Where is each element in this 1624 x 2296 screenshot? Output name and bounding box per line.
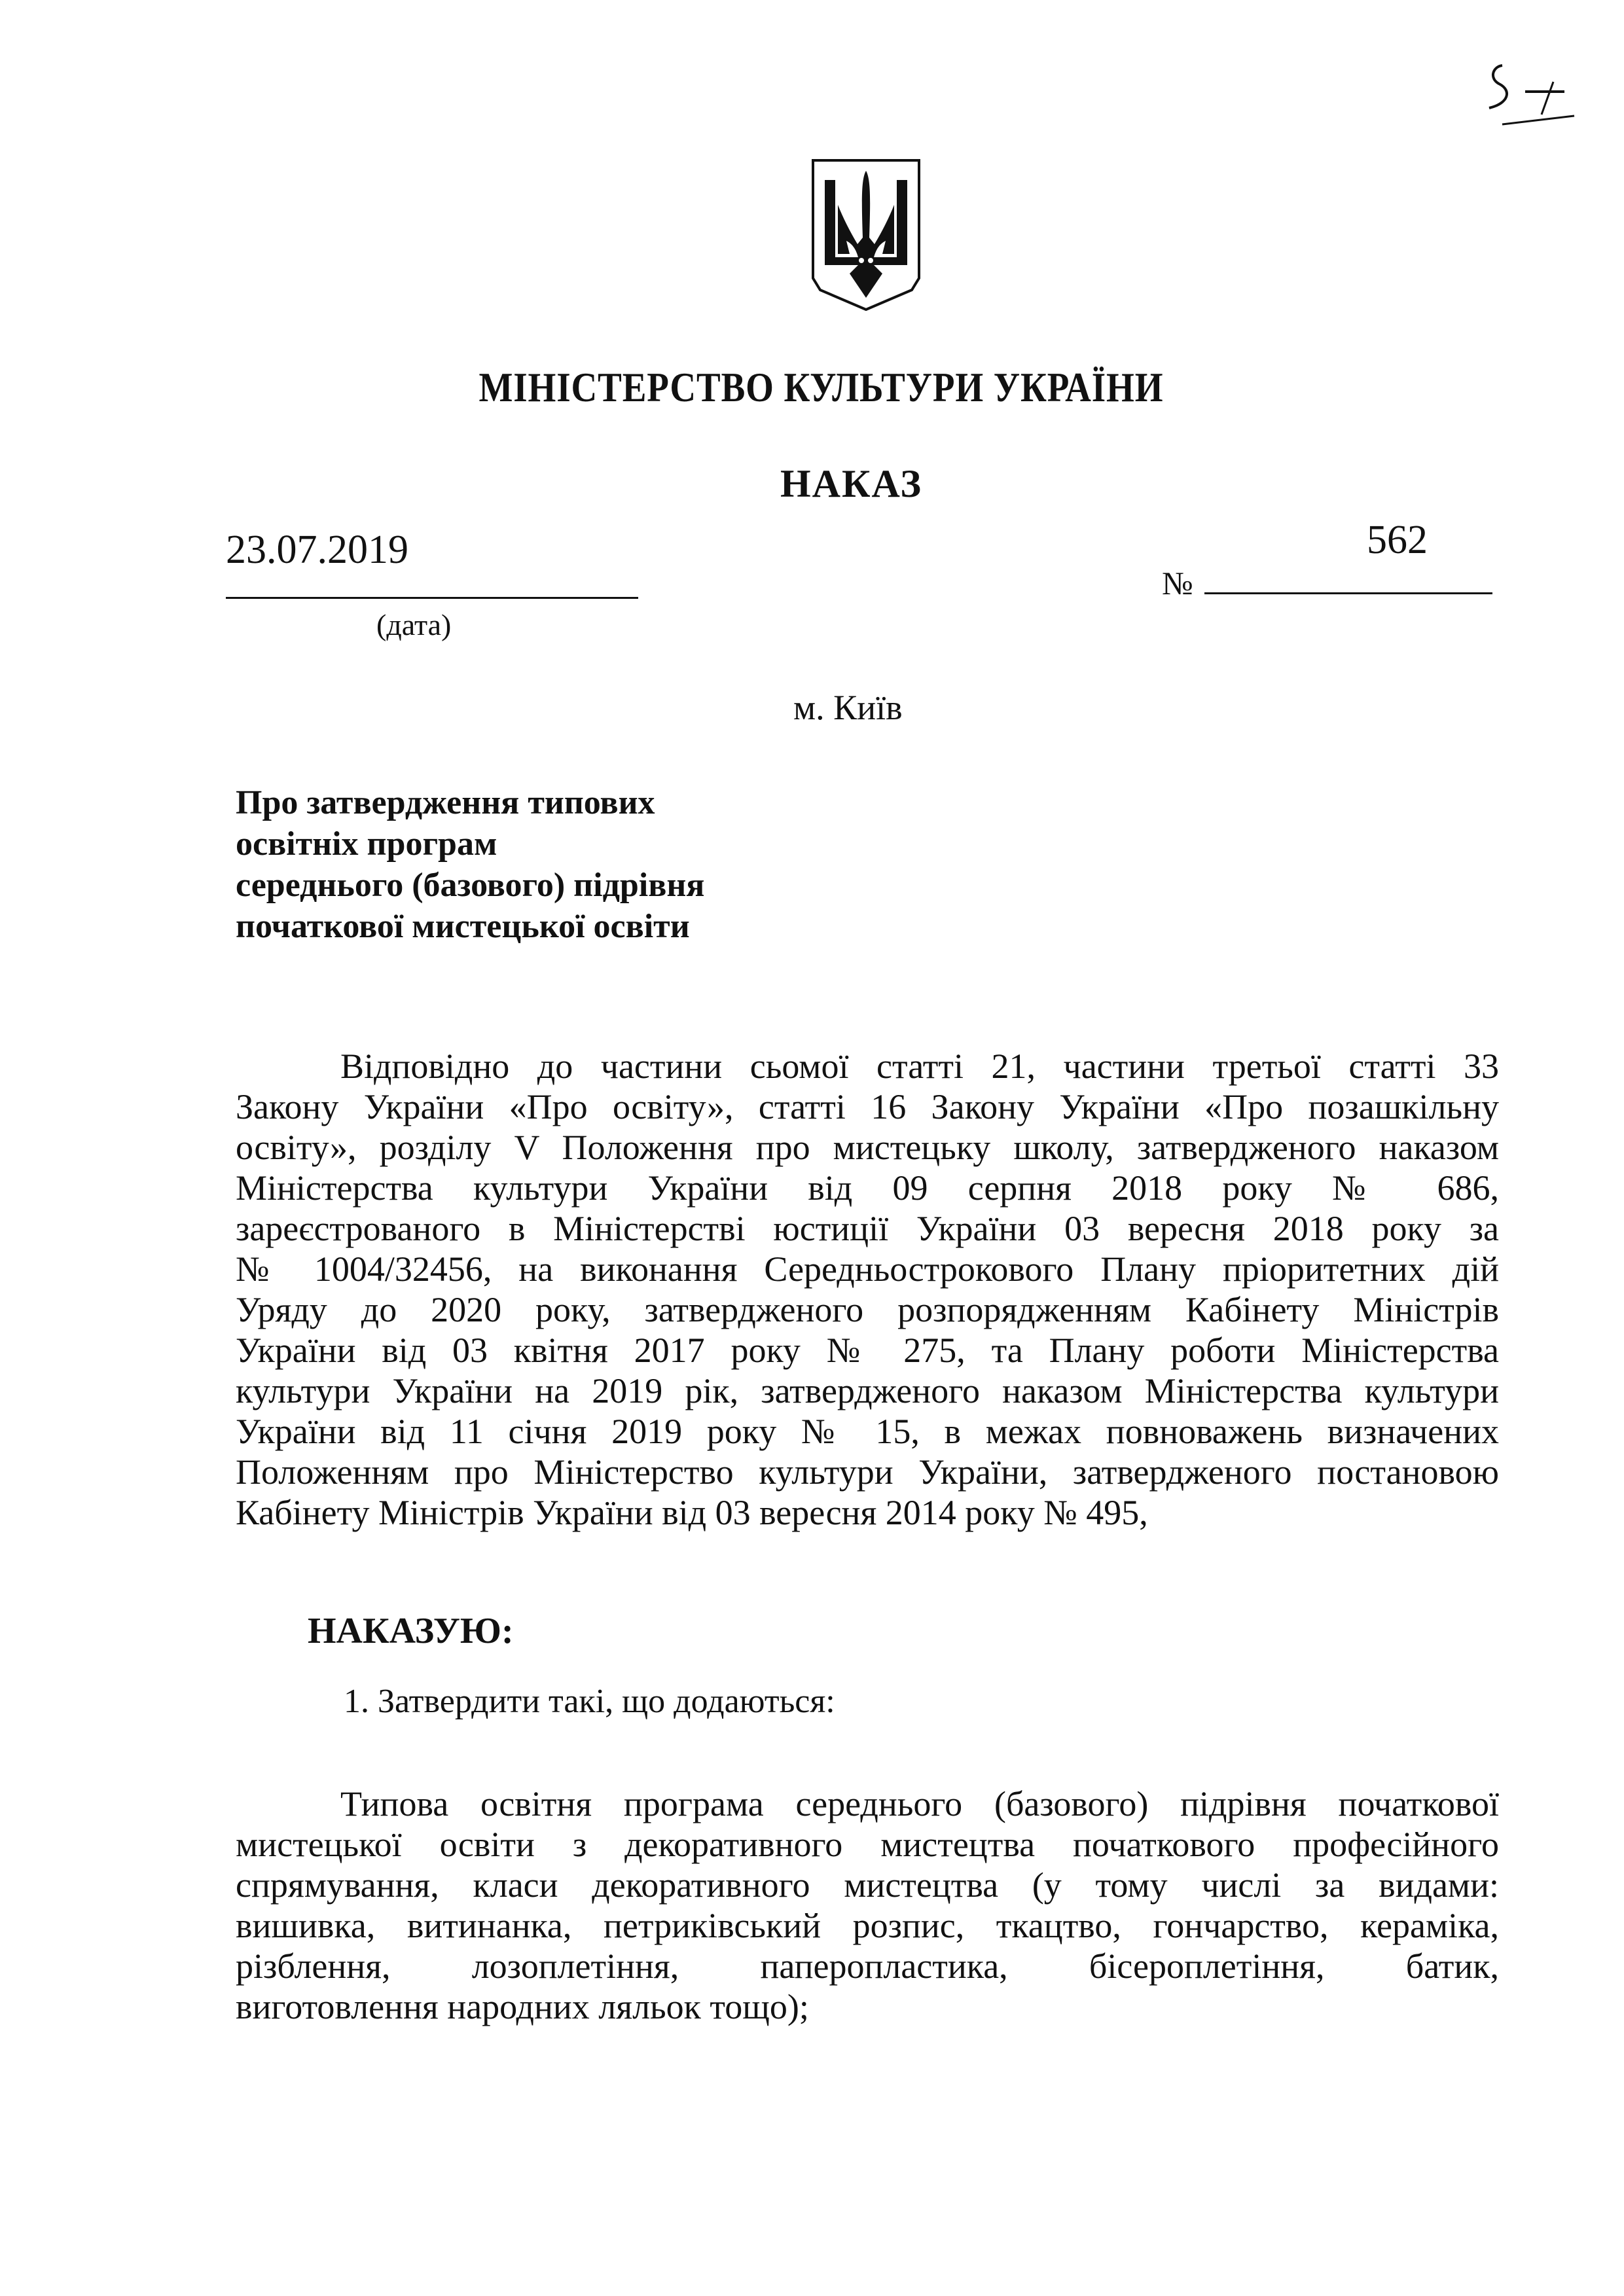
preamble-line: Положенням про Міністерство культури України, затвердженого постановою [236, 1452, 1499, 1492]
preamble-line: Кабінету Міністрів України від 03 вересня 2014 року № 495, [236, 1493, 1148, 1532]
program-paragraph [236, 1784, 1499, 2027]
program-line: вишивка, витинанка, петриківський розпис, ткацтво, гончарство, кераміка, [236, 1906, 1499, 1945]
preamble-line: Уряду до 2020 року, затвердженого розпорядженням Кабінету Міністрів [236, 1290, 1499, 1329]
order-number: 562 [1367, 518, 1428, 562]
date-label: (дата) [376, 608, 452, 641]
city: м. Київ [793, 688, 903, 727]
ministry-name [123, 363, 1520, 412]
preamble-line: освіту», розділу V Положення про мистецьку школу, затвердженого наказом [236, 1128, 1499, 1167]
decree-heading: НАКАЗУЮ: [308, 1611, 514, 1651]
preamble-line: культури України на 2019 рік, затвердженого наказом Міністерства культури [236, 1371, 1499, 1410]
preamble-line: України від 11 січня 2019 року № 15, в межах повноважень визначених [236, 1412, 1499, 1451]
ministry-name-text: МІНІСТЕРСТВО КУЛЬТУРИ УКРАЇНИ [478, 364, 1164, 410]
program-line [236, 1784, 1499, 1824]
program-line: виготовлення народних ляльок тощо); [236, 1987, 809, 2026]
preamble-line: зареєстрованого в Міністерстві юстиції України 03 вересня 2018 року за [236, 1209, 1499, 1248]
program-line-text: Типова освітня програма середнього (базового) підрівня початкової [340, 1784, 1499, 1823]
order-subject [236, 782, 704, 947]
preamble-line: Закону України «Про освіту», статті 16 Закону України «Про позашкільну [236, 1087, 1499, 1126]
subject-line: початкової мистецької освіти [236, 908, 690, 945]
order-date: 23.07.2019 [226, 528, 408, 572]
document-type: НАКАЗ [780, 462, 922, 505]
preamble-line [236, 1046, 1499, 1086]
trident-coat-of-arms-icon [810, 159, 922, 311]
preamble-line-text: Відповідно до частини сьомої статті 21, частини третьої статті 33 [340, 1047, 1499, 1086]
number-sign: № [1162, 565, 1193, 601]
program-line: різблення, лозоплетіння, паперопластика, бісероплетіння, батик, [236, 1946, 1499, 1986]
subject-line: освітніх програм [236, 825, 497, 863]
handwritten-page-mark [1476, 26, 1587, 131]
preamble-line: № 1004/32456, на виконання Середньострокового Плану пріоритетних дій [236, 1249, 1499, 1289]
date-underline [226, 597, 638, 599]
subject-line: середнього (базового) підрівня [236, 867, 705, 904]
preamble-line: Міністерства культури України від 09 серпня 2018 року № 686, [236, 1168, 1499, 1208]
preamble-line: України від 03 квітня 2017 року № 275, та Плану роботи Міністерства [236, 1331, 1499, 1370]
subject-line: Про затвердження типових [236, 784, 655, 821]
program-line: спрямування, класи декоративного мистецтва (у тому числі за видами: [236, 1865, 1499, 1905]
number-underline [1204, 592, 1492, 594]
preamble-paragraph [236, 1046, 1499, 1533]
program-line: мистецької освіти з декоративного мистецтва початкового професійного [236, 1825, 1499, 1864]
order-item-1: 1. Затвердити такі, що додаються: [344, 1683, 835, 1720]
